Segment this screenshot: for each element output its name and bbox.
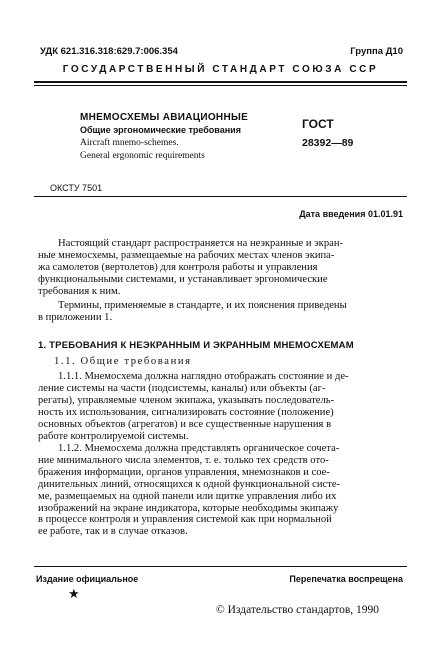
- text-line: изображений на экране индикатора, которые необходимы экипажу: [38, 502, 339, 514]
- intro-paragraph-2: [38, 300, 406, 324]
- text-line: Настоящий стандарт распространяется на неэкранные и экран-: [58, 238, 344, 249]
- reprint-prohibited-label: Перепечатка воспрещена: [289, 574, 403, 584]
- section-heading: 1. ТРЕБОВАНИЯ К НЕЭКРАННЫМ И ЭКРАННЫМ МНЕМОСХЕМАМ: [38, 340, 354, 351]
- text-line: 1.1.2. Мнемосхема должна представлять органическое сочета-: [58, 443, 340, 454]
- effective-date: Дата введения 01.01.91: [299, 209, 403, 219]
- group-code: Группа Д10: [350, 46, 403, 57]
- footer-rule: [34, 566, 407, 567]
- text-line: функциональными системами, и устанавливает эргономические: [38, 273, 328, 285]
- subsection-heading: 1.1. Общие требования: [54, 356, 192, 367]
- document-title-en: Aircraft mnemo-schemes.: [80, 138, 179, 148]
- okstu-rule: [34, 196, 407, 197]
- document-subtitle-en: General ergonomic requirements: [80, 151, 205, 161]
- okstu-code: ОКСТУ 7501: [50, 183, 103, 193]
- text-line: ме, размещаемых на одной панели или щитке управления либо их: [38, 490, 337, 502]
- text-line: основных объектов (агрегатов) и все существенные нарушения в: [38, 418, 332, 430]
- udc-code: УДК 621.316.318:629.7:006.354: [40, 46, 178, 57]
- star-icon: ★: [68, 586, 80, 601]
- text-line: ление системы на части (подсистемы, каналы) или объекты (аг-: [38, 382, 326, 394]
- text-line: ность их использования, сигнализировать состояние (положение): [38, 406, 334, 418]
- document-subtitle: Общие эргономические требования: [80, 125, 241, 135]
- header-rule-thin: [34, 85, 407, 86]
- text-line: Термины, применяемые в стандарте, и их пояснения приведены: [58, 300, 347, 311]
- text-line: ные мнемосхемы, размещаемые на рабочих местах членов экипа-: [38, 249, 335, 261]
- state-standard-banner: ГОСУДАРСТВЕННЫЙ СТАНДАРТ СОЮЗА ССР: [62, 64, 379, 75]
- header-rule-thick: [34, 81, 407, 83]
- text-line: жа самолетов (вертолетов) для контроля работы и управления: [38, 261, 318, 273]
- document-title: МНЕМОСХЕМЫ АВИАЦИОННЫЕ: [80, 112, 249, 123]
- text-line: динительных линий, относящихся к одной функциональной систе-: [38, 478, 341, 490]
- clause-1-1-2: [38, 443, 406, 538]
- text-line: требования к ним.: [38, 285, 121, 297]
- title-block: [80, 111, 248, 163]
- text-line: ние минимального числа элементов, т. е. только тех средств ото-: [38, 454, 329, 466]
- text-line: в процессе контроля и управления системой как при нормальной: [38, 514, 332, 526]
- intro-paragraph-1: [38, 238, 406, 298]
- gost-label: ГОСТ: [302, 117, 334, 131]
- clause-1-1-1: [38, 371, 406, 442]
- text-line: в приложении 1.: [38, 311, 113, 323]
- official-edition-label: Издание официальное: [36, 574, 139, 584]
- text-line: 1.1.1. Мнемосхема должна наглядно отображать состояние и де-: [58, 371, 349, 382]
- text-line: бражения информации, органов управления, мнемознаков и сое-: [38, 466, 330, 478]
- text-line: регаты), управляемые членом экипажа, указывать последователь-: [38, 394, 335, 406]
- copyright-line: © Издательство стандартов, 1990: [216, 604, 380, 616]
- gost-number: 28392—89: [302, 137, 354, 149]
- text-line: ее работе, так и в случае отказов.: [38, 526, 188, 538]
- text-line: работе контролируемой системы.: [38, 430, 189, 442]
